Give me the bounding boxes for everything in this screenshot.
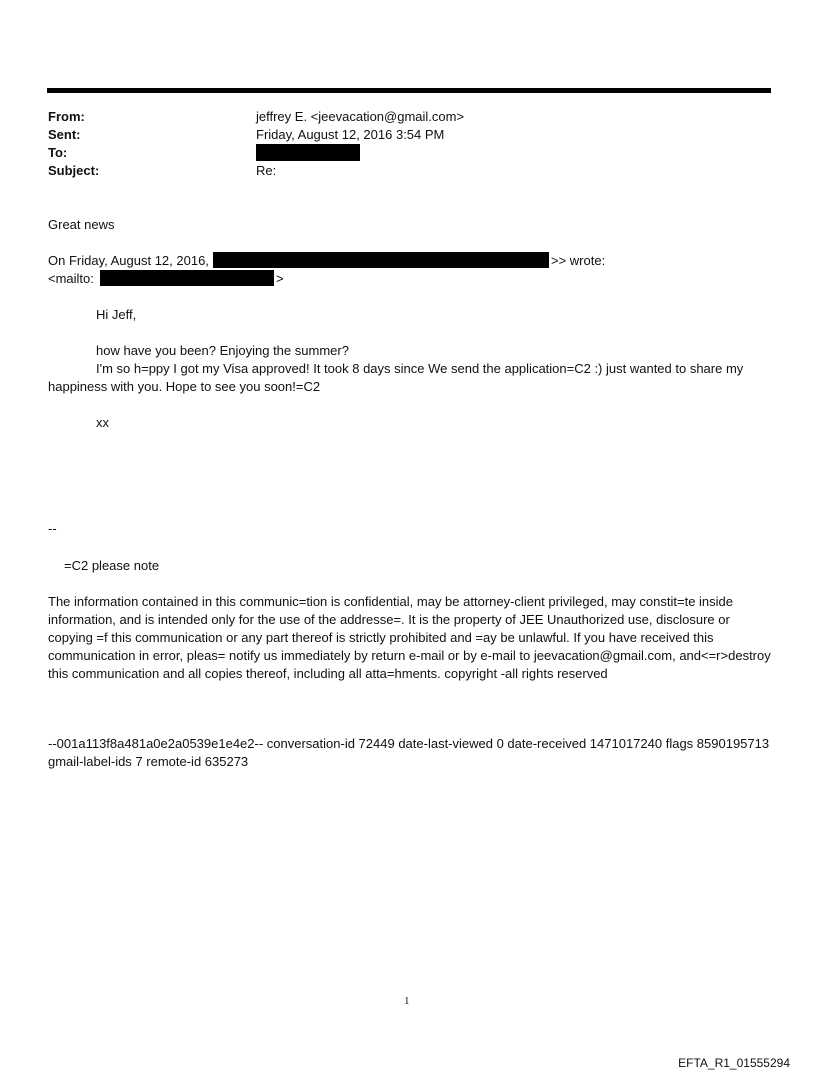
quote-intro-start: On Friday, August 12, 2016,	[48, 253, 209, 268]
bates-number: EFTA_R1_01555294	[678, 1056, 790, 1070]
subject-label: Subject:	[48, 163, 100, 178]
quote-intro-end: >> wrote:	[551, 253, 606, 268]
message-line-2: I'm so h=ppy I got my Visa approved! It took 8 days since We send the application=C2 :) just wanted to share my	[96, 361, 744, 376]
reply-text: Great news	[48, 217, 115, 232]
header-rule	[47, 88, 771, 93]
please-note: =C2 please note	[64, 558, 160, 573]
sent-value: Friday, August 12, 2016 3:54 PM	[256, 127, 445, 142]
sender-redaction	[213, 252, 549, 268]
page-number: 1	[404, 995, 410, 1007]
from-value: jeffrey E. <jeevacation@gmail.com>	[256, 109, 465, 124]
from-label: From:	[48, 109, 85, 124]
mailto-redaction	[100, 270, 274, 286]
subject-value: Re:	[256, 163, 277, 178]
message-line-1: how have you been? Enjoying the summer?	[96, 343, 349, 358]
to-redaction	[256, 144, 360, 161]
greeting: Hi Jeff,	[96, 307, 137, 322]
signoff: xx	[96, 415, 109, 430]
mailto-start: <mailto:	[48, 271, 94, 286]
mailto-end: >	[276, 271, 284, 286]
metadata-line: --001a113f8a481a0e2a0539e1e4e2-- conversation-id 72449 date-last-viewed 0 date-received 1471017240 flags 8590195713 gmail-label-ids 7 remote-id 635273	[48, 736, 770, 769]
to-label: To:	[48, 145, 68, 160]
message-line-3: happiness with you. Hope to see you soon!=C2	[48, 379, 321, 394]
sent-label: Sent:	[48, 127, 81, 142]
signature-separator: --	[48, 521, 57, 536]
disclaimer-paragraph: The information contained in this communic=tion is confidential, may be attorney-client privileged, may constit=te inside information, and is intended only for the use of the addresse=. It is the property of JEE Unauthorized use, disclosure or copying =f this communication or any part thereof is strictly prohibited and =ay be unlawful. If you have received this communication in error, pleas= notify us immediately by return e-mail or by e-mail to jeevacation@gmail.com, and<=r>destroy this communication and all copies thereof, including all atta=hments. copyright -all rights reserved	[48, 594, 771, 681]
